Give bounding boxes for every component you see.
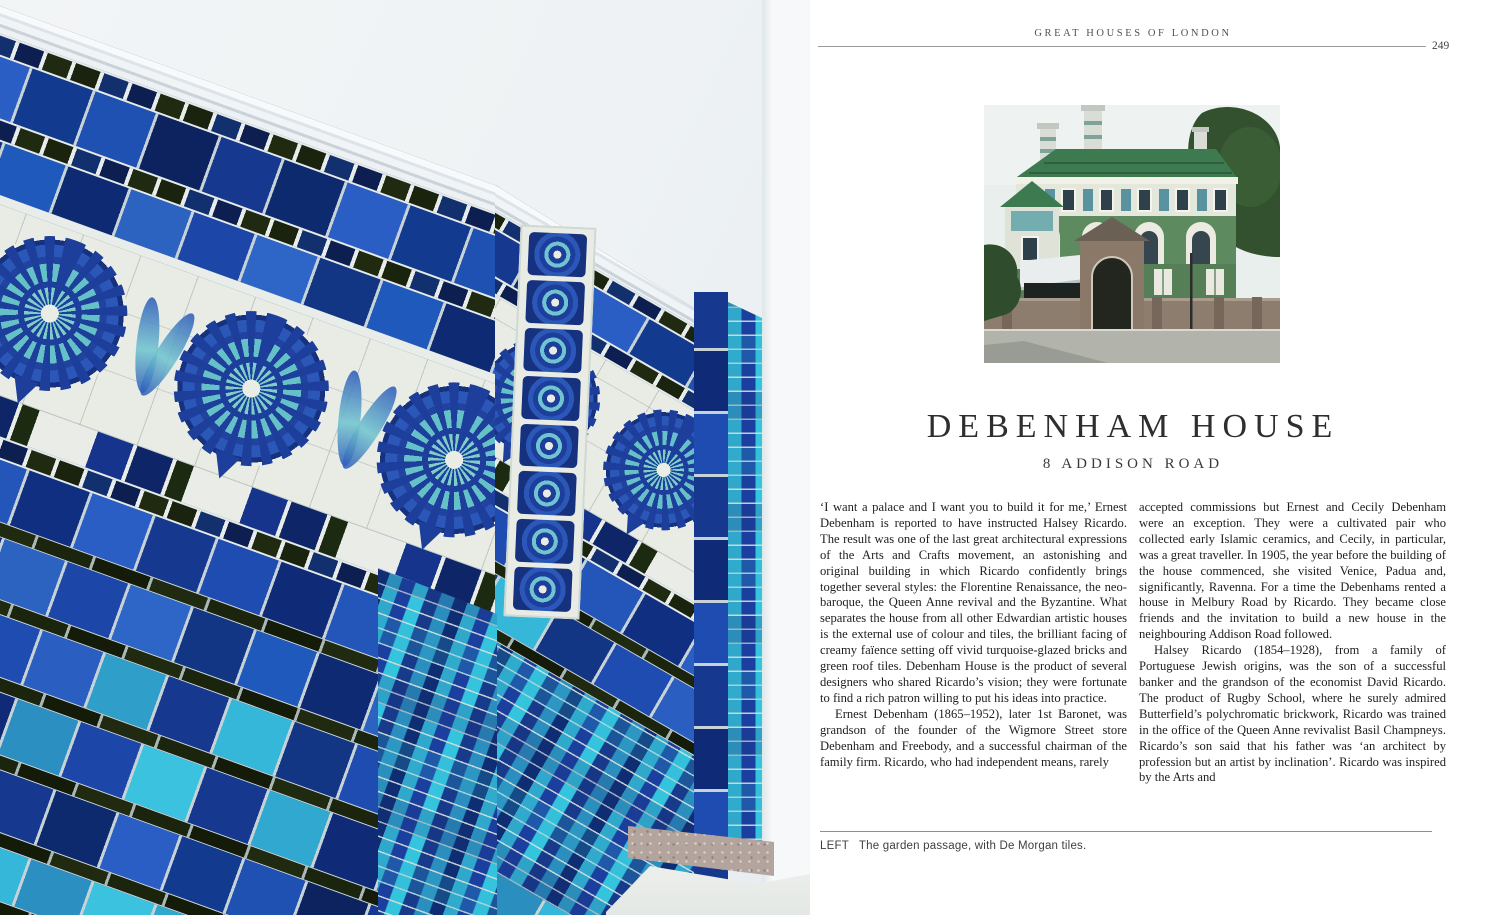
running-head: GREAT HOUSES OF LONDON (1034, 28, 1232, 39)
roundel-tile (523, 328, 583, 373)
chapter-title: DEBENHAM HOUSE (926, 408, 1340, 445)
roundel-tile (525, 280, 585, 325)
paragraph: accepted commissions but Ernest and Cecily Debenham were an exception. They were a cultivated pair who collected early Islamic ceramics, and Cecily, in particular, was a great traveller. In 1905, the year before the building of the house commenced, she visited Venice, Padua and, significantly, Ravenna. For a time the Debenhams rented a house in Melbury Road by Ricardo. They became close friends and the invitation to build a new house in the neighbouring Addison Road followed. (1139, 500, 1446, 642)
house-photo (984, 105, 1280, 363)
photo-caption (820, 840, 1432, 852)
chapter-subtitle: 8 ADDISON ROAD (1042, 456, 1224, 472)
roundel-tile (515, 519, 575, 564)
mosaic-tiles (378, 568, 497, 915)
caption-label: LEFT (820, 840, 849, 852)
house-photo-illustration (984, 105, 1280, 363)
page-number: 249 (1432, 40, 1450, 52)
text-column-right (1139, 500, 1446, 786)
roundel-tile (517, 471, 577, 516)
roundel-tile (513, 567, 573, 612)
mosaic-tile-section (378, 568, 497, 915)
mosaic-pillar (728, 302, 762, 868)
paragraph: Halsey Ricardo (1854–1928), from a family of Portuguese Jewish origins, was the son of a successful banker and the grandson of the economist David Ricardo. The product of Rugby School, where he surely admired Butterfield’s polychromatic brickwork, Ricardo was trained in the office of the Queen Anne revivalist Basil Champneys. Ricardo’s son said that his father was ‘an architect by profession but an artist by inclination’. Ricardo was inspired by the Arts and (1139, 643, 1446, 785)
paragraph: Ernest Debenham (1865–1952), later 1st Baronet, was grandson of the founder of the Wigmore Street store Debenham and Freebody, and a successful chairman of the family firm. Ricardo, who had independent means, rarely (820, 706, 1127, 769)
text-column-left (820, 500, 1127, 786)
caption-text: The garden passage, with De Morgan tiles. (858, 840, 1087, 852)
body-text (820, 500, 1446, 786)
header-rule (818, 46, 1426, 47)
paragraph: ‘I want a palace and I want you to build it for me,’ Ernest Debenham is reported to have instructed Halsey Ricardo. The result was one of the last great architectural expressions of the Arts and Crafts movement, an astonishing and original building in which Ricardo confidently brings together several styles: the Florentine Renaissance, the neo-baroque, the Queen Anne revival and the Byzantine. What separates the house from all other Edwardian artistic houses is the external use of colour and tiles, the brilliant facing of creamy faïence setting off vivid turquoise-glazed bricks and green roof tiles. Debenham House is the product of several designers who shared Ricardo’s vision; they were fortunate to find a rich patron willing to put his ideas into practice. (820, 500, 1127, 705)
roundel-tile (519, 423, 579, 468)
roundel-tile (527, 232, 587, 277)
caption-rule (820, 831, 1432, 832)
text-page (810, 0, 1500, 915)
corner-tile-strip (694, 292, 728, 915)
roundel-tile (521, 375, 581, 420)
white-wall (762, 0, 810, 915)
